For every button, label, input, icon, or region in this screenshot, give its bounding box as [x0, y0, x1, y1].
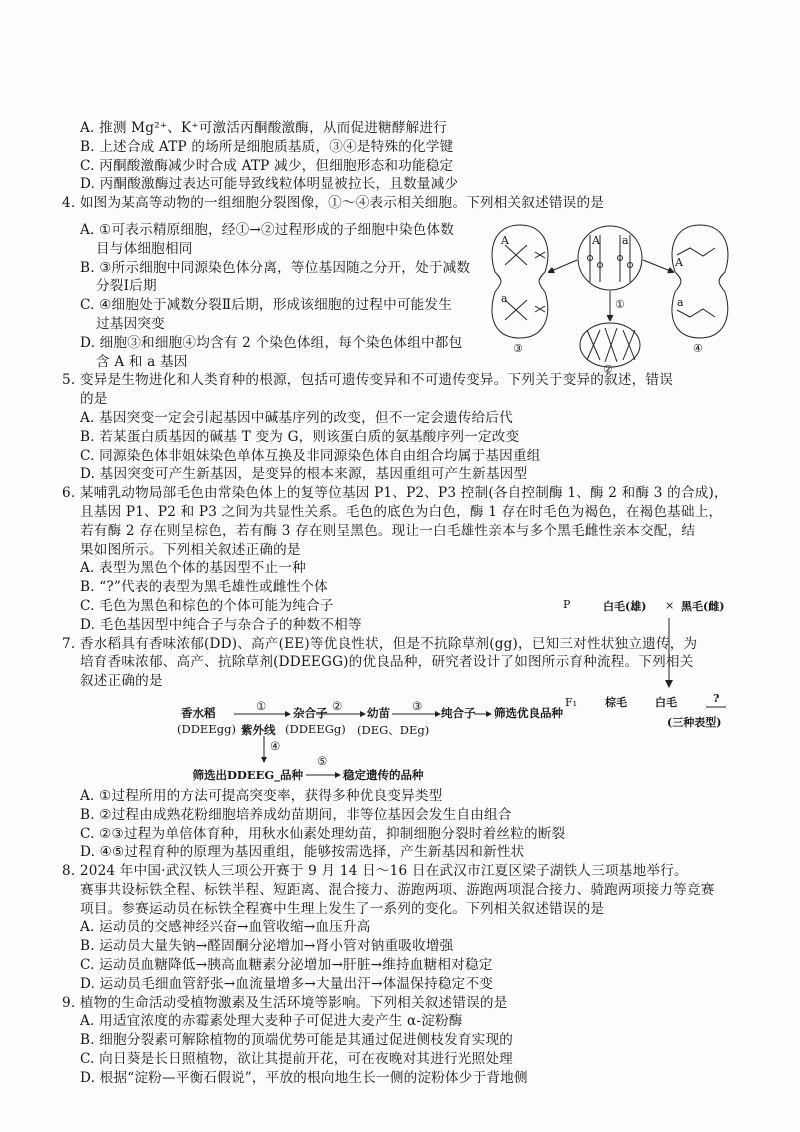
q4-option-d-cont: 含 A 和 a 基因	[96, 353, 188, 370]
three-phenotypes-note: (三种表型)	[667, 716, 722, 729]
q3-option-c: C. 丙酮酸激酶减少时合成 ATP 减少，但细胞形态和功能稳定	[80, 157, 454, 174]
q4-cell-division-figure	[485, 220, 735, 375]
q6-stem: 6. 某哺乳动物局部毛色由常染色体上的复等位基因 P1、P2、P3 控制(各自控制酶 1、酶 2 和酶 3 的合成)，	[62, 485, 728, 502]
cell-label-3: ③	[513, 342, 523, 355]
cell-label-4: ④	[693, 342, 703, 355]
flow-node-select-ddeeg: 筛选出DDEEG_品种	[192, 767, 303, 782]
flow-genotype: (DDEEgg)	[177, 721, 236, 736]
q6-option-c: C. 毛色为黑色和棕色的个体可能为纯合子	[80, 597, 334, 614]
q4-option-a-cont: 目与体细胞相同	[96, 240, 193, 257]
flow-step-1-note: 紫外线	[241, 722, 276, 737]
offspring-white: 白毛	[655, 696, 677, 709]
flow-genotype: (DEG、DEg)	[357, 722, 430, 737]
q5-stem: 5. 变异是生物进化和人类育种的根源，包括可遗传变异和不可遗传变异。下列关于变异的叙述，错误	[62, 372, 674, 389]
q9-option-b: B. 细胞分裂素可解除植物的顶端优势可能是其通过促进侧枝发育实现的	[80, 1032, 514, 1049]
flow-genotype: (DDEEGg)	[285, 721, 346, 736]
q9-option-d: D. 根据“淀粉—平衡石假说”，平放的根向地生长一侧的淀粉体少于背地侧	[80, 1069, 528, 1086]
generation-p-label: P	[563, 598, 571, 611]
gene-label: A	[501, 234, 509, 247]
q7-stem-cont: 叙述正确的是	[80, 673, 163, 690]
q4-option-a: A. ①可表示精原细胞，经①→②过程形成的子细胞中染色体数	[80, 221, 455, 238]
q8-stem-cont: 赛事共设标铁全程、标铁半程、短距离、混合接力、游跑两项、游跑两项混合接力、骑跑两项接力等竞赛	[80, 881, 715, 898]
flow-node-select-variety: 筛选优良品种	[494, 705, 563, 720]
q8-option-d: D. 运动员毛细血管舒张→血流量增多→大量出汗→体温保持稳定不变	[80, 975, 494, 992]
q5-option-c: C. 同源染色体非姐妹染色单体互换及非同源染色体自由组合均属于基因重组	[80, 447, 541, 464]
q4-option-b-cont: 分裂Ⅰ后期	[96, 278, 157, 295]
q8-option-a: A. 运动员的交感神经兴奋→血管收缩→血压升高	[80, 919, 371, 936]
q5-option-d: D. 基因突变可产生新基因，是变异的根本来源，基因重组可产生新基因型	[80, 466, 528, 483]
q4-stem: 4. 如图为某高等动物的一组细胞分裂图像，①～④表示相关细胞。下列相关叙述错误的是	[62, 195, 605, 212]
q6-option-d: D. 毛色基因型中纯合子与杂合子的种数不相等	[80, 616, 362, 633]
gene-label: a	[622, 234, 629, 247]
q7-stem: 7. 香水稻具有香味浓郁(DD)、高产(EE)等优良性状，但是不抗除草剂(gg)，已知三对性状独立遗传，为	[62, 635, 698, 652]
q6-option-b: B. “?”代表的表型为黑毛雄性或雌性个体	[80, 579, 328, 596]
q7-stem-cont: 培育香味浓郁、高产、抗除草剂(DDEEGG)的优良品种，研究者设计了如图所示育种流程。下列相关	[80, 654, 694, 671]
gene-label: A	[592, 234, 600, 247]
flow-step-5: ⑤	[317, 753, 328, 768]
flow-node-stable-variety: 稳定遗传的品种	[343, 767, 424, 782]
cross-arrow	[555, 596, 735, 726]
cell-label-2: ②	[603, 363, 613, 376]
q3-option-b: B. 上述合成 ATP 的场所是细胞质基质，③④是特殊的化学键	[80, 138, 454, 155]
q7-option-a: A. ①过程所用的方法可提高突变率，获得多种优良变异类型	[80, 787, 443, 804]
flow-step-1: ①	[256, 698, 267, 713]
q3-option-d: D. 丙酮酸激酶过表达可能导致线粒体明显被拉长，且数量减少	[80, 176, 459, 193]
q8-stem-cont: 项目。参赛运动员在标铁全程赛中生理上发生了一系列的变化。下列相关叙述错误的是	[80, 900, 605, 917]
q9-stem: 9. 植物的生命活动受植物激素及生活环境等影响。下列相关叙述错误的是	[62, 994, 508, 1011]
q6-cross-figure	[555, 596, 735, 729]
q4-option-c: C. ④细胞处于减数分裂Ⅱ后期，形成该细胞的过程中可能发生	[80, 297, 453, 314]
flow-step-2: ②	[332, 698, 343, 713]
q6-stem-cont: 果如图所示。下列相关叙述正确的是	[80, 541, 301, 558]
flow-node-hybrid: 杂合子	[293, 705, 328, 720]
parent-white-male: 白毛(雄)	[603, 600, 647, 613]
flow-node-homozygote: 纯合子	[441, 705, 476, 720]
q4-option-d: D. 细胞③和细胞④均含有 2 个染色体组，每个染色体组中都包	[80, 334, 463, 351]
gene-label: a	[501, 292, 508, 305]
q3-option-a: A. 推测 Mg²⁺、K⁺可激活丙酮酸激酶，从而促进糖酵解进行	[80, 120, 448, 136]
q4-option-c-cont: 过基因突变	[96, 315, 165, 332]
q4-option-b: B. ③所示细胞中同源染色体分离，等位基因随之分开，处于减数	[80, 259, 471, 276]
generation-f1-label: F₁	[565, 696, 578, 709]
q6-option-a: A. 表型为黑色个体的基因型不止一种	[80, 560, 306, 577]
q5-option-a: A. 基因突变一定会引起基因中碱基序列的改变，但不一定会遗传给后代	[80, 409, 513, 426]
q9-option-a: A. 用适宜浓度的赤霉素处理大麦种子可促进大麦产生 α-淀粉酶	[80, 1013, 463, 1030]
q7-option-b: B. ②过程由成熟花粉细胞培养成幼苗期间，非等位基因会发生自由组合	[80, 806, 512, 823]
q8-option-b: B. 运动员大量失钠→醛固酮分泌增加→肾小管对钠重吸收增强	[80, 938, 454, 955]
gene-label: A	[675, 256, 683, 269]
q8-stem: 8. 2024 年中国·武汉铁人三项公开赛于 9 月 14 日～16 日在武汉市江夏区梁子湖铁人三项基地举行。	[62, 863, 688, 880]
q8-option-c: C. 运动员血糖降低→胰高血糖素分泌增加→肝脏→维持血糖相对稳定	[80, 957, 493, 974]
cross-symbol: ×	[665, 599, 675, 612]
flow-step-4: ④	[270, 738, 281, 753]
q9-option-c: C. 向日葵是长日照植物，欲让其提前开花，可在夜晚对其进行光照处理	[80, 1051, 513, 1068]
parent-black-female: 黑毛(雌)	[681, 600, 725, 613]
gene-label: a	[677, 296, 684, 309]
flow-node-fragrant-rice: 香水稻	[181, 705, 216, 720]
q6-stem-cont: 且基因 P1、P2 和 P3 之间为共显性关系。毛色的底色为白色，酶 1 存在时毛色为褐色，在褐色基础上，	[80, 503, 723, 520]
q7-option-c: C. ②③过程为单倍体育种，用秋水仙素处理幼苗，抑制细胞分裂时着丝粒的断裂	[80, 825, 566, 842]
offspring-brown: 棕毛	[605, 696, 627, 709]
offspring-unknown: ?	[713, 692, 720, 705]
q7-option-d: D. ④⑤过程育种的原理为基因重组，能够按需选择，产生新基因和新性状	[80, 844, 525, 861]
q5-option-b: B. 若某蛋白质基因的碱基 T 变为 G，则该蛋白质的氨基酸序列一定改变	[80, 428, 520, 445]
q6-stem-cont: 若有酶 2 存在则呈棕色，若有酶 3 存在则呈黑色。现让一白毛雄性亲本与多个黑毛雌性亲本交配，结	[80, 522, 696, 539]
cell-label-1: ①	[615, 298, 625, 311]
flow-step-3: ③	[412, 698, 423, 713]
flow-node-seedling: 幼苗	[367, 705, 390, 720]
q5-stem-cont: 的是	[80, 391, 108, 408]
